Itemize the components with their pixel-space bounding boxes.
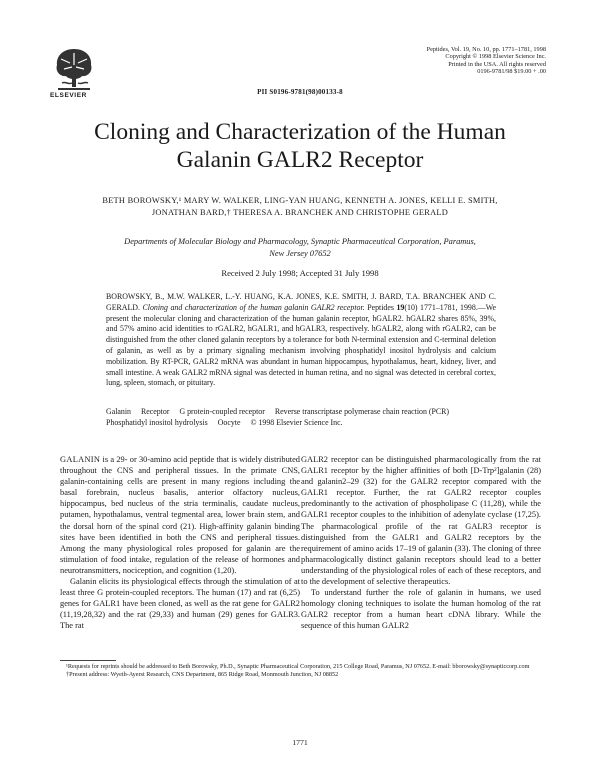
- paragraph-text: is a 29- or 30-amino acid peptide that is widely distributed throughout the CNS and peripheral tissues. In the primate CNS, galanin-containing cells are present in many regions including the basal forebrain, nucleus basalis, anterior olfactory nucleus, hippocampus, bed nucleus of the stria terminalis, caudate nucleus, putamen, hypothalamus, ventral tegmental area, lower brain stem, and the dorsal horn of the spinal cord (21). High-affinity galanin binding sites have been identified in both the CNS and peripheral tissues. Among the many physiological roles proposed for galanin are the stimulation of food intake, regulation of the release of hormones and neurotransmitters, nociception, and cognition (1,20).: [60, 455, 300, 575]
- body-column-right: [301, 454, 541, 632]
- keyword: Galanin: [106, 407, 131, 416]
- body-paragraph: To understand further the role of galanin in humans, we used homology cloning techniques to isolate the human homolog of the rat GALR2 receptor from a human heart cDNA library. While the sequence of this human GALR2: [301, 588, 541, 631]
- body-paragraph: GALR2 receptor can be distinguished pharmacologically from the rat GALR1 receptor by the higher affinities of both [D-Trp²]galanin (28) and galanin2–29 (32) for the GALR2 receptor compared with the GALR1 receptor. Further, the rat GALR2 receptor couples predominantly to the activation of phospholipase C (11,28), while the GALR1 receptor couples to the inhibition of adenylate cyclase (17,25). The pharmacological profile of the rat GALR3 receptor is distinguished from the GALR1 and GALR2 receptors by the requirement of amino acids 17–19 of galanin (33). The cloning of three pharmacologically distinct galanin receptors should lead to a better understanding of the physiological roles of each of these receptors, and to the development of selective therapeutics.: [301, 455, 541, 587]
- footnotes: [60, 663, 540, 679]
- authors-line-2: JONATHAN BARD,† THERESA A. BRANCHEK AND CHRISTOPHE GERALD: [151, 208, 449, 218]
- keyword: G protein-coupled receptor: [179, 407, 265, 416]
- page-number: 1771: [292, 738, 308, 747]
- affiliation: [70, 236, 530, 260]
- keyword: Oocyte: [217, 418, 241, 427]
- body-paragraph: [60, 454, 300, 576]
- keyword: Phosphatidyl inositol hydrolysis: [106, 418, 208, 427]
- abstract-body: We present the molecular cloning and characterization of the human galanin receptor, hGALR2. hGALR2 shares 85%, 39%, and 57% amino acid identities to rGALR2, hGALR1, and hGALR3, respectively. hGALR2, along with rGALR2, can be distinguished from the other cloned galanin receptors by a tolerance for both N-terminal extension and C-terminal deletion of galanin, as well as by a primary signaling mechanism involving phosphatidyl inositol hydrolysis and calcium mobilization. By RT-PCR, GALR2 mRNA was abundant in human hippocampus, hypothalamus, heart, kidney, liver, and small intestine. A weak GALR2 mRNA signal was detected in human retina, and no signal was detected in cerebral cortex, lung, spleen, stomach, or pituitary.: [106, 302, 497, 388]
- journal-info: [427, 46, 546, 76]
- pii-identifier: PII S0196-9781(98)00133-8: [257, 88, 343, 96]
- abstract-citation-rest: (10) 1771–1781, 1998.—: [404, 302, 486, 312]
- abstract: [106, 292, 496, 389]
- affiliation-line-2: New Jersey 07652: [269, 249, 331, 258]
- journal-citation: Peptides, Vol. 19, No. 10, pp. 1771–1781, 1998: [426, 46, 546, 53]
- paper-title: [40, 118, 560, 174]
- body-column-left: [60, 454, 300, 632]
- elsevier-tree-logo: [52, 43, 96, 93]
- footnote-correspondence: ¹Requests for reprints should be addressed to Beth Borowsky, Ph.D., Synaptic Pharmaceutical Corporation, 215 College Road, Paramus, NJ 07652. E-mail: bborowsky@synapticcorp.com: [66, 663, 530, 670]
- authors-line-1: BETH BOROWSKY,¹ MARY W. WALKER, LING-YAN HUANG, KENNETH A. JONES, KELLI E. SMITH,: [102, 196, 498, 205]
- footnote-rule: [60, 660, 116, 661]
- keyword: Receptor: [140, 407, 170, 416]
- lead-word: GALANIN: [60, 455, 101, 464]
- keywords: [106, 406, 496, 428]
- printed-line: Printed in the USA. All rights reserved: [448, 60, 546, 68]
- abstract-citation-title: Cloning and characterization of the human galanin GALR2 receptor.: [142, 302, 365, 312]
- keyword-copyright: © 1998 Elsevier Science Inc.: [250, 418, 343, 427]
- author-list: [70, 195, 530, 219]
- publisher-logo-text: ELSEVIER: [50, 92, 87, 99]
- title-line-2: Galanin GALR2 Receptor: [176, 147, 424, 173]
- footnote-present-address: †Present address: Wyeth-Ayerst Research, CNS Department, 865 Ridge Road, Monmouth Junction, NJ 08852: [66, 671, 339, 679]
- price-line: 0196-9781/98 $19.00 + .00: [477, 68, 546, 76]
- abstract-citation-authors: BOROWSKY, B., M.W. WALKER, L.-Y. HUANG, K.A. JONES, K.E. SMITH, J. BARD, T.A. BRANCHEK AND C. GERALD.: [106, 292, 496, 312]
- title-line-1: Cloning and Characterization of the Human: [94, 119, 506, 145]
- abstract-volume: 19: [396, 302, 405, 312]
- keyword: Reverse transcriptase polymerase chain reaction (PCR): [274, 407, 450, 416]
- affiliation-line-1: Departments of Molecular Biology and Pharmacology, Synaptic Pharmaceutical Corporation, Paramus,: [124, 237, 476, 246]
- body-paragraph: Galanin elicits its physiological effects through the stimulation of at least three G protein-coupled receptors. The human (17) and rat (6,25) genes for GALR1 have been cloned, as well as the rat gene for GALR2 (11,19,28,32) and the rat (29,33) and human (29) genes for GALR3. The rat: [60, 577, 300, 631]
- abstract-journal: Peptides: [367, 302, 394, 312]
- received-dates: Received 2 July 1998; Accepted 31 July 1998: [221, 268, 379, 278]
- copyright-line: Copyright © 1998 Elsevier Science Inc.: [445, 53, 546, 61]
